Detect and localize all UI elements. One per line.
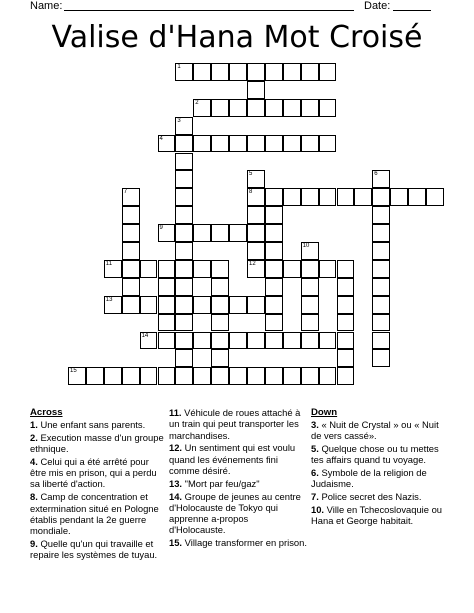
- grid-cell[interactable]: [265, 206, 283, 224]
- grid-cell[interactable]: [265, 224, 283, 242]
- grid-cell[interactable]: [372, 296, 390, 314]
- grid-cell[interactable]: [175, 242, 193, 260]
- across-clues-column-2: [169, 407, 307, 550]
- grid-cell[interactable]: [265, 260, 283, 278]
- grid-cell[interactable]: [301, 332, 319, 350]
- grid-cell[interactable]: [122, 296, 140, 314]
- clue-number: 1: [177, 64, 181, 70]
- grid-cell[interactable]: [283, 367, 301, 385]
- grid-cell[interactable]: [283, 260, 301, 278]
- grid-cell[interactable]: [337, 314, 355, 332]
- grid-cell[interactable]: [372, 224, 390, 242]
- grid-cell[interactable]: [86, 367, 104, 385]
- clue-down-7: 7. Police secret des Nazis.: [311, 491, 422, 503]
- grid-cell[interactable]: [372, 260, 390, 278]
- down-heading: Down: [311, 407, 338, 418]
- grid-cell[interactable]: [372, 206, 390, 224]
- clue-number: 4: [159, 135, 163, 142]
- grid-cell[interactable]: [193, 260, 211, 278]
- down-clues-column: [311, 407, 446, 528]
- grid-cell[interactable]: [175, 153, 193, 171]
- grid-cell[interactable]: [193, 99, 211, 117]
- grid-cell[interactable]: [175, 314, 193, 332]
- across-clues-column-1: [30, 407, 165, 562]
- grid-cell[interactable]: [301, 260, 319, 278]
- grid-cell[interactable]: [193, 367, 211, 385]
- grid-cell[interactable]: [247, 296, 265, 314]
- clue-number: 5: [249, 171, 253, 178]
- grid-cell[interactable]: [211, 99, 229, 117]
- grid-cell[interactable]: [301, 188, 319, 206]
- grid-cell[interactable]: [158, 314, 176, 332]
- grid-cell[interactable]: [283, 332, 301, 350]
- grid-cell[interactable]: [211, 367, 229, 385]
- grid-cell[interactable]: [158, 260, 176, 278]
- grid-cell[interactable]: [283, 99, 301, 117]
- grid-cell[interactable]: [247, 63, 265, 81]
- clue-number: 9: [159, 225, 163, 232]
- clue-across-13: 13. "Mort par feu/gaz": [169, 477, 260, 489]
- grid-cell[interactable]: [247, 99, 265, 117]
- grid-cell[interactable]: [372, 349, 390, 367]
- grid-cell[interactable]: [337, 332, 355, 350]
- grid-cell[interactable]: [319, 188, 337, 206]
- grid-cell[interactable]: [104, 367, 122, 385]
- clue-across-1: 1. Une enfant sans parents.: [30, 419, 146, 430]
- clue-number: 6: [374, 171, 378, 178]
- grid-cell[interactable]: [175, 206, 193, 224]
- grid-cell[interactable]: [122, 367, 140, 385]
- grid-cell[interactable]: [247, 170, 265, 188]
- grid-cell[interactable]: [319, 260, 337, 278]
- grid-cell[interactable]: [247, 206, 265, 224]
- grid-cell[interactable]: [265, 63, 283, 81]
- grid-cell[interactable]: [193, 63, 211, 81]
- grid-cell[interactable]: [372, 278, 390, 296]
- grid-cell[interactable]: [265, 367, 283, 385]
- clue-down-5: 5. Quelque chose ou tu mettes tes affairs quand tu voyage.: [311, 443, 439, 466]
- grid-cell[interactable]: [158, 135, 176, 153]
- grid-cell[interactable]: [140, 367, 158, 385]
- clue-across-4: 4. Celui qui a été arrêté pour être mis en prison, qui a perdu sa liberté d'action.: [30, 455, 157, 490]
- grid-cell[interactable]: [301, 278, 319, 296]
- grid-cell[interactable]: [229, 296, 247, 314]
- grid-cell[interactable]: [158, 367, 176, 385]
- grid-cell[interactable]: [265, 242, 283, 260]
- grid-cell[interactable]: [122, 278, 140, 296]
- grid-cell[interactable]: [283, 135, 301, 153]
- grid-cell[interactable]: [301, 99, 319, 117]
- grid-cell[interactable]: [319, 99, 337, 117]
- grid-cell[interactable]: [158, 278, 176, 296]
- grid-cell[interactable]: [229, 63, 247, 81]
- grid-cell[interactable]: [122, 224, 140, 242]
- grid-cell[interactable]: [265, 314, 283, 332]
- grid-cell[interactable]: [122, 242, 140, 260]
- clue-number: 11: [105, 260, 113, 267]
- grid-cell[interactable]: [301, 296, 319, 314]
- grid-cell[interactable]: [247, 332, 265, 350]
- grid-cell[interactable]: [211, 278, 229, 296]
- clue-across-12: 12. Un sentiment qui est voulu quand les événements fini comme désiré.: [169, 442, 296, 476]
- clue-number: 2: [195, 99, 199, 106]
- grid-cell[interactable]: [122, 206, 140, 224]
- grid-cell[interactable]: [229, 224, 247, 242]
- grid-cell[interactable]: [175, 260, 193, 278]
- grid-cell[interactable]: [193, 332, 211, 350]
- grid-cell[interactable]: [283, 188, 301, 206]
- clue-number: 8: [249, 189, 253, 196]
- grid-cell[interactable]: [319, 135, 337, 153]
- grid-cell[interactable]: [158, 296, 176, 314]
- grid-cell[interactable]: [193, 224, 211, 242]
- clue-across-8: 8. Camp de concentration et extermination situé en Pologne établis pendant la 2e guerre mondiale.: [30, 491, 159, 537]
- grid-cell[interactable]: [140, 332, 158, 350]
- clue-across-14: 14. Groupe de jeunes au centre d'Holocauste de Tokyo qui apprenne a-propos d'Holocauste.: [169, 490, 301, 536]
- grid-cell[interactable]: [301, 63, 319, 81]
- grid-cell[interactable]: [319, 332, 337, 350]
- grid-cell[interactable]: [337, 367, 355, 385]
- grid-cell[interactable]: [265, 278, 283, 296]
- grid-cell[interactable]: [372, 314, 390, 332]
- clue-number: 12: [249, 260, 256, 267]
- grid-cell[interactable]: [247, 242, 265, 260]
- grid-cell[interactable]: [265, 99, 283, 117]
- grid-cell[interactable]: [301, 367, 319, 385]
- grid-cell[interactable]: [104, 260, 122, 278]
- grid-cell[interactable]: [229, 332, 247, 350]
- grid-cell[interactable]: [337, 188, 355, 206]
- grid-cell[interactable]: [211, 314, 229, 332]
- grid-cell[interactable]: [337, 349, 355, 367]
- page-title: Valise d'Hana Mot Croisé: [51, 20, 423, 55]
- grid-cell[interactable]: [265, 135, 283, 153]
- grid-cell[interactable]: [175, 63, 193, 81]
- grid-cell[interactable]: [158, 224, 176, 242]
- grid-cell[interactable]: [175, 170, 193, 188]
- grid-cell[interactable]: [104, 296, 122, 314]
- grid-cell[interactable]: [319, 63, 337, 81]
- grid-cell[interactable]: [247, 260, 265, 278]
- clue-down-3: 3. « Nuit de Crystal » ou « Nuit de vers cassé».: [311, 419, 439, 442]
- grid-cell[interactable]: [211, 224, 229, 242]
- grid-cell[interactable]: [247, 188, 265, 206]
- grid-cell[interactable]: [211, 296, 229, 314]
- clue-down-10: 10. Ville en Tchecoslovaquie ou Hana et George habitait.: [311, 504, 443, 527]
- grid-cell[interactable]: [211, 349, 229, 367]
- grid-cell[interactable]: [211, 63, 229, 81]
- clue-number: 10: [302, 243, 310, 249]
- grid-cell[interactable]: [68, 367, 86, 385]
- grid-cell[interactable]: [372, 188, 390, 206]
- grid-cell[interactable]: [175, 224, 193, 242]
- grid-cell[interactable]: [354, 188, 372, 206]
- grid-cell[interactable]: [175, 117, 193, 135]
- grid-cell[interactable]: [122, 188, 140, 206]
- grid-cell[interactable]: [265, 296, 283, 314]
- grid-cell[interactable]: [229, 367, 247, 385]
- grid-cell[interactable]: [301, 314, 319, 332]
- grid-cell[interactable]: [283, 63, 301, 81]
- name-label: Name:: [30, 0, 63, 12]
- clue-across-9: 9. Quelle qu'un qui travaille et repaire les systèmes de tuyau.: [30, 537, 158, 561]
- clue-number: 15: [70, 368, 77, 375]
- grid-cell[interactable]: [140, 260, 158, 278]
- grid-cell[interactable]: [337, 296, 355, 314]
- grid-cell[interactable]: [337, 278, 355, 296]
- grid-cell[interactable]: [319, 367, 337, 385]
- clue-number: 13: [105, 296, 113, 303]
- grid-cell[interactable]: [175, 349, 193, 367]
- grid-cell[interactable]: [426, 188, 444, 206]
- clue-number: 7: [123, 189, 128, 196]
- clue-across-11: 11. Véhicule de roues attaché à un train qui peut transporter les marchandises.: [169, 407, 301, 441]
- grid-cell[interactable]: [247, 367, 265, 385]
- grid-cell[interactable]: [247, 224, 265, 242]
- clue-number: 14: [141, 332, 149, 339]
- grid-cell[interactable]: [175, 278, 193, 296]
- grid-cell[interactable]: [211, 332, 229, 350]
- date-label: Date:: [364, 0, 391, 12]
- clue-across-2: 2. Execution masse d'un groupe ethnique.: [30, 431, 164, 455]
- clue-number: 3: [177, 117, 181, 124]
- grid-cell[interactable]: [158, 332, 176, 350]
- grid-cell[interactable]: [265, 188, 283, 206]
- grid-cell[interactable]: [175, 135, 193, 153]
- grid-cell[interactable]: [372, 170, 390, 188]
- grid-cell[interactable]: [211, 135, 229, 153]
- grid-cell[interactable]: [247, 81, 265, 99]
- grid-cell[interactable]: [122, 260, 140, 278]
- grid-cell[interactable]: [265, 332, 283, 350]
- grid-cell[interactable]: [229, 99, 247, 117]
- clue-across-15: 15. Village transformer en prison.: [169, 537, 307, 549]
- grid-cell[interactable]: [372, 332, 390, 350]
- grid-cell[interactable]: [390, 188, 408, 206]
- grid-cell[interactable]: [301, 242, 319, 260]
- grid-cell[interactable]: [229, 135, 247, 153]
- grid-cell[interactable]: [140, 296, 158, 314]
- grid-cell[interactable]: [175, 188, 193, 206]
- grid-cell[interactable]: [175, 332, 193, 350]
- clue-down-6: 6. Symbole de la religion de Judaisme.: [311, 467, 427, 490]
- grid-cell[interactable]: [337, 260, 355, 278]
- across-heading: Across: [30, 407, 63, 418]
- grid-cell[interactable]: [408, 188, 426, 206]
- grid-cell[interactable]: [372, 242, 390, 260]
- grid-cell[interactable]: [301, 135, 319, 153]
- grid-cell[interactable]: [175, 296, 193, 314]
- grid-cell[interactable]: [247, 135, 265, 153]
- grid-cell[interactable]: [211, 260, 229, 278]
- grid-cell[interactable]: [193, 135, 211, 153]
- grid-cell[interactable]: [193, 296, 211, 314]
- grid-cell[interactable]: [175, 367, 193, 385]
